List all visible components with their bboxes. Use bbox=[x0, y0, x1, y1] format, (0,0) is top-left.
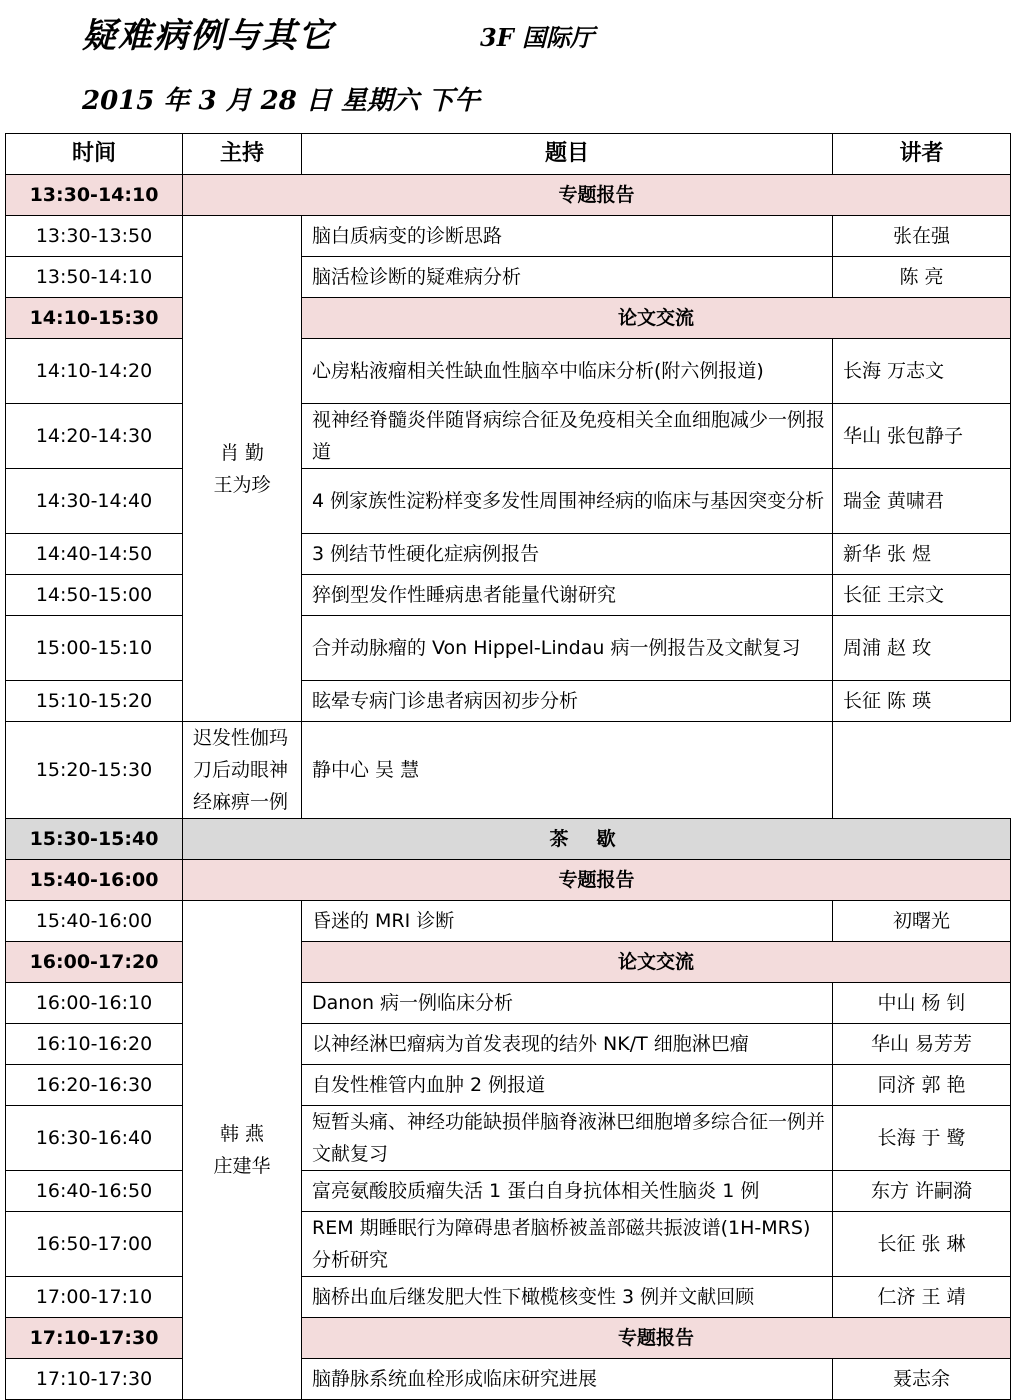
table-row bbox=[6, 534, 1011, 575]
row-time: 14:20-14:30 bbox=[6, 404, 183, 469]
row-time: 14:40-14:50 bbox=[6, 534, 183, 575]
session-venue: 3F 国际厅 bbox=[480, 23, 595, 52]
table-row bbox=[6, 1065, 1011, 1106]
row-speaker: 静中心 吴 慧 bbox=[302, 722, 833, 819]
table-row bbox=[6, 1277, 1011, 1318]
table-row bbox=[6, 469, 1011, 534]
row-topic: 视神经脊髓炎伴随肾病综合征及免疫相关全血细胞减少一例报道 bbox=[302, 404, 833, 469]
row-topic: 猝倒型发作性睡病患者能量代谢研究 bbox=[302, 575, 833, 616]
row-speaker: 初曙光 bbox=[833, 901, 1011, 942]
section-time: 17:10-17:30 bbox=[6, 1318, 183, 1359]
row-time: 15:20-15:30 bbox=[6, 722, 183, 819]
table-row bbox=[6, 216, 1011, 257]
row-topic: 脑活检诊断的疑难病分析 bbox=[302, 257, 833, 298]
row-speaker: 长海 于 鹭 bbox=[833, 1106, 1011, 1171]
table-header-row bbox=[6, 134, 1011, 175]
table-row bbox=[6, 404, 1011, 469]
host-line: 韩 燕 bbox=[219, 1123, 265, 1145]
table-row bbox=[6, 1212, 1011, 1277]
section-row bbox=[6, 298, 1011, 339]
row-time: 13:30-13:50 bbox=[6, 216, 183, 257]
row-time: 15:40-16:00 bbox=[6, 901, 183, 942]
table-row bbox=[6, 1359, 1011, 1400]
row-speaker: 周浦 赵 玫 bbox=[833, 616, 1011, 681]
host-cell bbox=[183, 216, 302, 722]
table-row bbox=[6, 1106, 1011, 1171]
column-header-time: 时间 bbox=[6, 134, 183, 175]
session-date: 2015 年 3 月 28 日 星期六 下午 bbox=[82, 86, 480, 116]
page-header bbox=[0, 0, 1018, 132]
row-time: 14:50-15:00 bbox=[6, 575, 183, 616]
row-topic: 脑桥出血后继发肥大性下橄榄核变性 3 例并文献回顾 bbox=[302, 1277, 833, 1318]
column-header-host: 主持 bbox=[183, 134, 302, 175]
row-time: 15:10-15:20 bbox=[6, 681, 183, 722]
row-topic: 脑白质病变的诊断思路 bbox=[302, 216, 833, 257]
section-time: 15:40-16:00 bbox=[6, 860, 183, 901]
row-speaker: 中山 杨 钊 bbox=[833, 983, 1011, 1024]
row-speaker: 长征 王宗文 bbox=[833, 575, 1011, 616]
section-time: 16:00-17:20 bbox=[6, 942, 183, 983]
row-time: 15:00-15:10 bbox=[6, 616, 183, 681]
row-topic: REM 期睡眠行为障碍患者脑桥被盖部磁共振波谱(1H-MRS)分析研究 bbox=[302, 1212, 833, 1277]
section-row bbox=[6, 860, 1011, 901]
section-time: 14:10-15:30 bbox=[6, 298, 183, 339]
host-cell bbox=[183, 901, 302, 1400]
row-topic: 自发性椎管内血肿 2 例报道 bbox=[302, 1065, 833, 1106]
section-label: 论文交流 bbox=[302, 942, 1011, 983]
row-speaker: 华山 张包静子 bbox=[833, 404, 1011, 469]
column-header-speaker: 讲者 bbox=[833, 134, 1011, 175]
row-time: 13:50-14:10 bbox=[6, 257, 183, 298]
row-speaker: 同济 郭 艳 bbox=[833, 1065, 1011, 1106]
row-topic: 昏迷的 MRI 诊断 bbox=[302, 901, 833, 942]
row-topic: 3 例结节性硬化症病例报告 bbox=[302, 534, 833, 575]
row-time: 14:10-14:20 bbox=[6, 339, 183, 404]
row-speaker: 聂志余 bbox=[833, 1359, 1011, 1400]
row-speaker: 华山 易芳芳 bbox=[833, 1024, 1011, 1065]
section-label: 专题报告 bbox=[183, 175, 1011, 216]
host-line: 肖 勤 bbox=[219, 441, 265, 464]
row-topic: 短暂头痛、神经功能缺损伴脑脊液淋巴细胞增多综合征一例并文献复习 bbox=[302, 1106, 833, 1171]
row-topic: 脑静脉系统血栓形成临床研究进展 bbox=[302, 1359, 833, 1400]
table-row bbox=[6, 1171, 1011, 1212]
row-speaker: 东方 许嗣漪 bbox=[833, 1171, 1011, 1212]
break-time: 15:30-15:40 bbox=[6, 819, 183, 860]
row-time: 17:00-17:10 bbox=[6, 1277, 183, 1318]
table-row bbox=[6, 901, 1011, 942]
section-label: 专题报告 bbox=[183, 860, 1011, 901]
row-topic: 4 例家族性淀粉样变多发性周围神经病的临床与基因突变分析 bbox=[302, 469, 833, 534]
row-speaker: 仁济 王 靖 bbox=[833, 1277, 1011, 1318]
break-row bbox=[6, 819, 1011, 860]
row-speaker: 长征 张 琳 bbox=[833, 1212, 1011, 1277]
row-topic: 富亮氨酸胶质瘤失活 1 蛋白自身抗体相关性脑炎 1 例 bbox=[302, 1171, 833, 1212]
row-topic: 眩晕专病门诊患者病因初步分析 bbox=[302, 681, 833, 722]
section-label: 专题报告 bbox=[302, 1318, 1011, 1359]
row-topic: 迟发性伽玛刀后动眼神经麻痹一例 bbox=[183, 722, 302, 819]
table-row bbox=[6, 722, 1011, 819]
table-row bbox=[6, 616, 1011, 681]
row-time: 16:10-16:20 bbox=[6, 1024, 183, 1065]
row-time: 16:50-17:00 bbox=[6, 1212, 183, 1277]
row-time: 16:40-16:50 bbox=[6, 1171, 183, 1212]
row-speaker: 长征 陈 瑛 bbox=[833, 681, 1011, 722]
table-row bbox=[6, 983, 1011, 1024]
section-time: 13:30-14:10 bbox=[6, 175, 183, 216]
table-row bbox=[6, 1024, 1011, 1065]
section-row bbox=[6, 175, 1011, 216]
section-row bbox=[6, 1318, 1011, 1359]
break-label: 茶歇 bbox=[183, 819, 1011, 860]
row-time: 17:10-17:30 bbox=[6, 1359, 183, 1400]
session-title: 疑难病例与其它 bbox=[82, 16, 334, 56]
row-topic: Danon 病一例临床分析 bbox=[302, 983, 833, 1024]
row-topic: 合并动脉瘤的 Von Hippel-Lindau 病一例报告及文献复习 bbox=[302, 616, 833, 681]
row-speaker: 新华 张 煜 bbox=[833, 534, 1011, 575]
table-row bbox=[6, 575, 1011, 616]
schedule-table bbox=[5, 133, 1011, 1400]
section-row bbox=[6, 942, 1011, 983]
host-line: 庄建华 bbox=[213, 1155, 271, 1177]
row-topic: 心房粘液瘤相关性缺血性脑卒中临床分析(附六例报道) bbox=[302, 339, 833, 404]
host-line: 王为珍 bbox=[213, 473, 271, 496]
table-row bbox=[6, 339, 1011, 404]
row-speaker: 陈 亮 bbox=[833, 257, 1011, 298]
row-time: 16:20-16:30 bbox=[6, 1065, 183, 1106]
row-time: 14:30-14:40 bbox=[6, 469, 183, 534]
table-row bbox=[6, 681, 1011, 722]
row-time: 16:30-16:40 bbox=[6, 1106, 183, 1171]
table-row bbox=[6, 257, 1011, 298]
row-speaker: 长海 万志文 bbox=[833, 339, 1011, 404]
column-header-topic: 题目 bbox=[302, 134, 833, 175]
row-topic: 以神经淋巴瘤病为首发表现的结外 NK/T 细胞淋巴瘤 bbox=[302, 1024, 833, 1065]
row-time: 16:00-16:10 bbox=[6, 983, 183, 1024]
row-speaker: 张在强 bbox=[833, 216, 1011, 257]
row-speaker: 瑞金 黄啸君 bbox=[833, 469, 1011, 534]
section-label: 论文交流 bbox=[302, 298, 1011, 339]
